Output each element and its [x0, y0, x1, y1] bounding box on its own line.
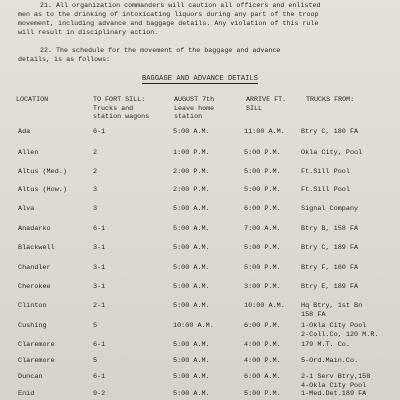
- cell-location: Ada: [18, 128, 31, 136]
- cell-from: 2-1 Serv Btry,158 4-Okla City Pool: [301, 373, 371, 390]
- header-august: AUGUST 7th Leave home station: [174, 96, 215, 122]
- cell-location: Cushing: [18, 322, 47, 330]
- cell-location: Claremore: [18, 357, 55, 365]
- cell-location: Alva: [18, 205, 35, 213]
- cell-count: 6-1: [93, 341, 106, 349]
- cell-count: 3-1: [93, 264, 106, 272]
- cell-count: 6-1: [93, 373, 106, 381]
- cell-location: Chandler: [18, 264, 51, 272]
- cell-location: Altus (How.): [18, 186, 67, 194]
- cell-leave: 5:00 A.M.: [173, 264, 210, 272]
- cell-count: 5: [93, 357, 98, 365]
- cell-arrive: 10:00 A.M.: [244, 302, 285, 310]
- cell-leave: 5:00 A.M.: [173, 302, 210, 310]
- paragraph-line: movement, including advance and baggage details. Any violation of this rule: [18, 20, 319, 27]
- cell-count: 5: [93, 322, 98, 330]
- paragraph-line: 22. The schedule for the movement of the baggage and advance: [40, 47, 281, 54]
- cell-arrive: 5:00 P.M.: [244, 186, 281, 194]
- cell-location: Blackwell: [18, 244, 55, 252]
- cell-from: 1-Med.Det.189 FA: [301, 390, 367, 398]
- cell-leave: 2:00 P.M.: [173, 186, 210, 194]
- cell-from: 179 M.T. Co.: [301, 341, 350, 349]
- cell-arrive: 4:00 P.M.: [244, 357, 281, 365]
- header-to-fort-sill: TO FORT SILL: Trucks and station wagons: [93, 96, 150, 122]
- cell-arrive: 11:00 A.M.: [244, 128, 285, 136]
- cell-leave: 5:00 A.M.: [173, 357, 210, 365]
- cell-from: 5-Ord.Main.Co.: [301, 357, 359, 365]
- cell-from: Btry B, 158 FA: [301, 225, 359, 233]
- cell-arrive: 5:00 P.M.: [244, 244, 281, 252]
- cell-location: Enid: [18, 390, 35, 398]
- cell-arrive: 5:00 P.M.: [244, 390, 281, 398]
- cell-location: Cherokee: [18, 283, 51, 291]
- cell-location: Allen: [18, 149, 39, 157]
- cell-arrive: 6:00 P.M.: [244, 205, 281, 213]
- cell-leave: 5:00 A.M.: [173, 373, 210, 381]
- paragraph-21: [18, 1, 390, 37]
- cell-count: 3: [93, 186, 98, 194]
- cell-location: Duncan: [18, 373, 43, 381]
- cell-count: 2-1: [93, 302, 106, 310]
- cell-leave: 5:00 A.M.: [173, 390, 210, 398]
- cell-arrive: 6:00 P.M.: [244, 322, 281, 330]
- cell-arrive: 5:00 P.M.: [244, 264, 281, 272]
- cell-leave: 5:00 A.M.: [173, 283, 210, 291]
- cell-leave: 5:00 A.M.: [173, 341, 210, 349]
- cell-arrive: 5:00 P.M.: [244, 168, 281, 176]
- cell-from: Btry F, 160 FA: [301, 264, 359, 272]
- cell-arrive: 5:00 P.M.: [244, 149, 281, 157]
- cell-from: Signal Company: [301, 205, 359, 213]
- cell-leave: 10:00 A.M.: [173, 322, 214, 330]
- paragraph-line: 21. All organization commanders will caution all officers and enlisted: [40, 2, 321, 9]
- paragraph-line: details, is as follows:: [18, 56, 111, 63]
- cell-count: 3-1: [93, 283, 106, 291]
- header-location: LOCATION: [16, 96, 49, 104]
- header-arrive: ARRIVE FT. SILL: [246, 96, 287, 113]
- cell-location: Claremore: [18, 341, 55, 349]
- cell-from: Ft.Sill Pool: [301, 168, 350, 176]
- cell-count: 3: [93, 205, 98, 213]
- cell-from: Hq Btry, 1st Bn 158 FA: [301, 302, 363, 319]
- paragraph-22: [18, 46, 390, 64]
- cell-from: Ft.Sill Pool: [301, 186, 350, 194]
- cell-arrive: 4:00 P.M.: [244, 341, 281, 349]
- cell-location: Clinton: [18, 302, 47, 310]
- cell-from: Btry C, 180 FA: [301, 128, 359, 136]
- cell-count: 2: [93, 168, 98, 176]
- cell-count: 2: [93, 149, 98, 157]
- header-trucks-from: TRUCKS FROM:: [306, 96, 355, 104]
- cell-from: 1-Okla City Pool 2-Coll.Co, 120 M.R.: [301, 322, 379, 339]
- cell-arrive: 6:00 A.M.: [244, 373, 281, 381]
- cell-count: 9-2: [93, 390, 106, 398]
- cell-from: Btry C, 189 FA: [301, 244, 359, 252]
- cell-arrive: 3:00 P.M.: [244, 283, 281, 291]
- cell-location: Anadarko: [18, 225, 51, 233]
- cell-from: Btry E, 189 FA: [301, 283, 359, 291]
- cell-leave: 5:00 A.M.: [173, 128, 210, 136]
- cell-count: 3-1: [93, 244, 106, 252]
- cell-leave: 5:00 A.M.: [173, 244, 210, 252]
- paragraph-line: will result in disciplinary action.: [18, 29, 159, 36]
- cell-leave: 1:00 P.M.: [173, 149, 210, 157]
- cell-location: Altus (Med.): [18, 168, 67, 176]
- table-title: BAGGAGE AND ADVANCE DETAILS: [141, 75, 259, 83]
- cell-count: 6-1: [93, 225, 106, 233]
- cell-count: 6-1: [93, 128, 106, 136]
- cell-from: Okla City, Pool: [301, 149, 363, 157]
- cell-leave: 5:00 A.M.: [173, 225, 210, 233]
- cell-leave: 2:00 P.M.: [173, 168, 210, 176]
- paragraph-line: men as to the drinking of intoxicating liquors during any part of the troop: [18, 11, 319, 18]
- cell-arrive: 7:00 A.M.: [244, 225, 281, 233]
- cell-leave: 5:00 A.M.: [173, 205, 210, 213]
